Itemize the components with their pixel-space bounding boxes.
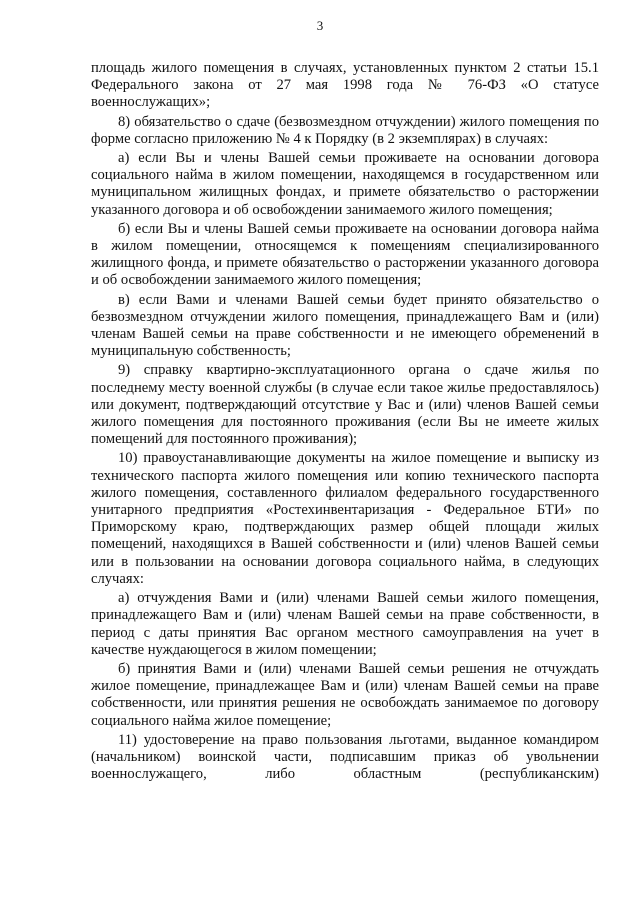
paragraph-item-11: 11) удостоверение на право пользования льготами, выданное командиром (начальником) воинской части, подписавшим приказ об увольнении военнослужащего, либо областным (республиканским) — [91, 731, 599, 783]
paragraph-continuation: площадь жилого помещения в случаях, установленных пунктом 2 статьи 15.1 Федерального закона от 27 мая 1998 года № 76-ФЗ «О статусе военнослужащих»; — [91, 60, 599, 111]
paragraph-item-9: 9) справку квартирно-эксплуатационного органа о сдаче жилья по последнему месту военной службы (в случае если такое жилье предоставлялось) или документ, подтверждающий отсутствие у Вас и (или) членов Вашей семьи жилого помещения для постоянного проживания (если Вы не имеете жилых помещений для постоянного проживания); — [91, 362, 599, 448]
paragraph-item-8b: б) если Вы и члены Вашей семьи проживаете на основании договора найма в жилом помещении, относящемся к помещениям специализированного жилищного фонда, и примете обязательство о расторжении указанного договора и об освобождении занимаемого жилого помещения; — [91, 220, 599, 289]
document-body — [91, 60, 599, 785]
paragraph-item-10b: б) принятия Вами и (или) членами Вашей семьи решения не отчуждать жилое помещение, принадлежащее Вам и (или) членам Вашей семьи на праве собственности, или принятия решения не освобождать занимаемое по договору социального найма жилое помещение; — [91, 660, 599, 729]
paragraph-item-8v: в) если Вами и членами Вашей семьи будет принято обязательство о безвозмездном отчуждении жилого помещения, принадлежащего Вам и (или) членам Вашей семьи на праве собственности и не имеющего обременений в муниципальную собственность; — [91, 291, 599, 360]
paragraph-item-8a: а) если Вы и члены Вашей семьи проживаете на основании договора социального найма в жилом помещении, находящемся в государственном или муниципальном жилищных фондах, и примете обязательство о расторжении указанного договора и об освобождении занимаемого жилого помещения; — [91, 150, 599, 218]
paragraph-item-8: 8) обязательство о сдаче (безвозмездном отчуждении) жилого помещения по форме согласно приложению № 4 к Порядку (в 2 экземплярах) в случаях: — [91, 113, 599, 147]
paragraph-item-10: 10) правоустанавливающие документы на жилое помещение и выписку из технического паспорта жилого помещения или копию технического паспорта жилого помещения, составленного филиалом федерального государственного унитарного предприятия «Ростехинвентаризация - Федеральное БТИ» по Приморскому краю, подтверждающих размер общей площади жилых помещений, находящихся в Вашей собственности и (или) членов Вашей семьи или в пользовании на основании договора социального найма, в следующих случаях: — [91, 450, 599, 587]
paragraph-item-10a: а) отчуждения Вами и (или) членами Вашей семьи жилого помещения, принадлежащего Вам и (или) членам Вашей семьи на праве собственности, в период с даты принятия Вас органом местного самоуправления на учет в качестве нуждающегося в жилом помещении; — [91, 590, 599, 658]
page-number: 3 — [316, 18, 324, 33]
